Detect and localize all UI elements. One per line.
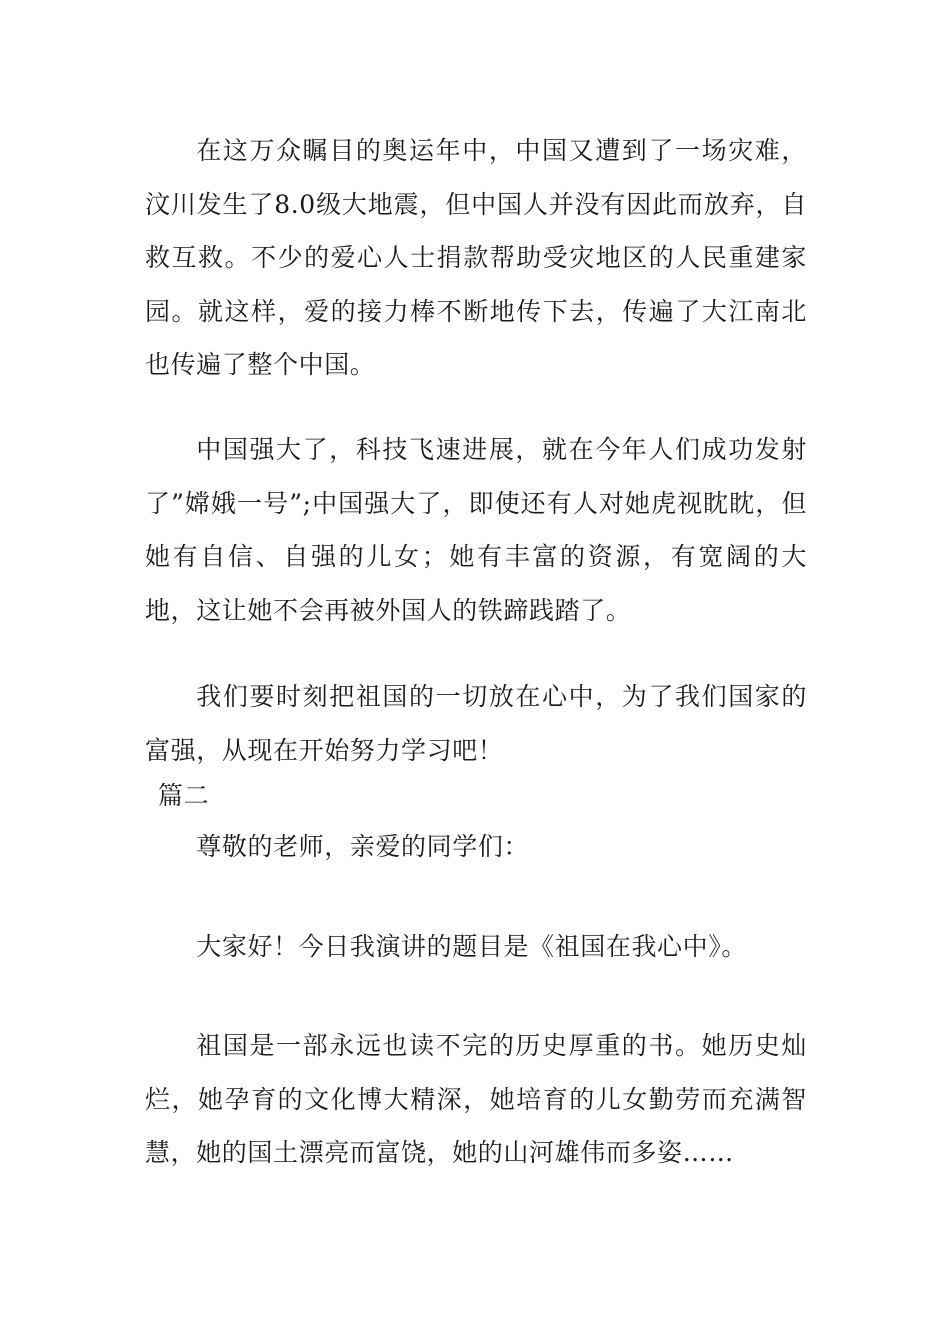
paragraph-greeting: 尊敬的老师，亲爱的同学们： bbox=[196, 832, 530, 861]
paragraph-china-strong: 中国强大了，科技飞速进展，就在今年人们成功发射了”嫦娥一号”;中国强大了，即使还有人对她虎视眈眈，但她有自信、自强的儿女；她有丰富的资源，有宽阔的大地，这让她不会再被外国人的铁蹄践踏了。 bbox=[145, 435, 807, 625]
section-heading: 篇二 bbox=[158, 781, 210, 810]
paragraph-study-hard: 我们要时刻把祖国的一切放在心中，为了我们国家的富强，从现在开始努力学习吧！ bbox=[145, 682, 807, 765]
paragraph-motherland-book: 祖国是一部永远也读不完的历史厚重的书。她历史灿烂，她孕育的文化博大精深，她培育的儿女勤劳而充满智慧，她的国土漂亮而富饶，她的山河雄伟而多姿…… bbox=[145, 1031, 807, 1167]
paragraph-speech-title: 大家好！今日我演讲的题目是《祖国在我心中》。 bbox=[196, 932, 747, 961]
paragraph-earthquake: 在这万众瞩目的奥运年中，中国又遭到了一场灾难，汶川发生了8.0级大地震，但中国人并没有因此而放弃，自救互救。不少的爱心人士捐款帮助受灾地区的人民重建家园。就这样，爱的接力棒不断地传下去，传遍了大江南北也传遍了整个中国。 bbox=[145, 136, 807, 379]
